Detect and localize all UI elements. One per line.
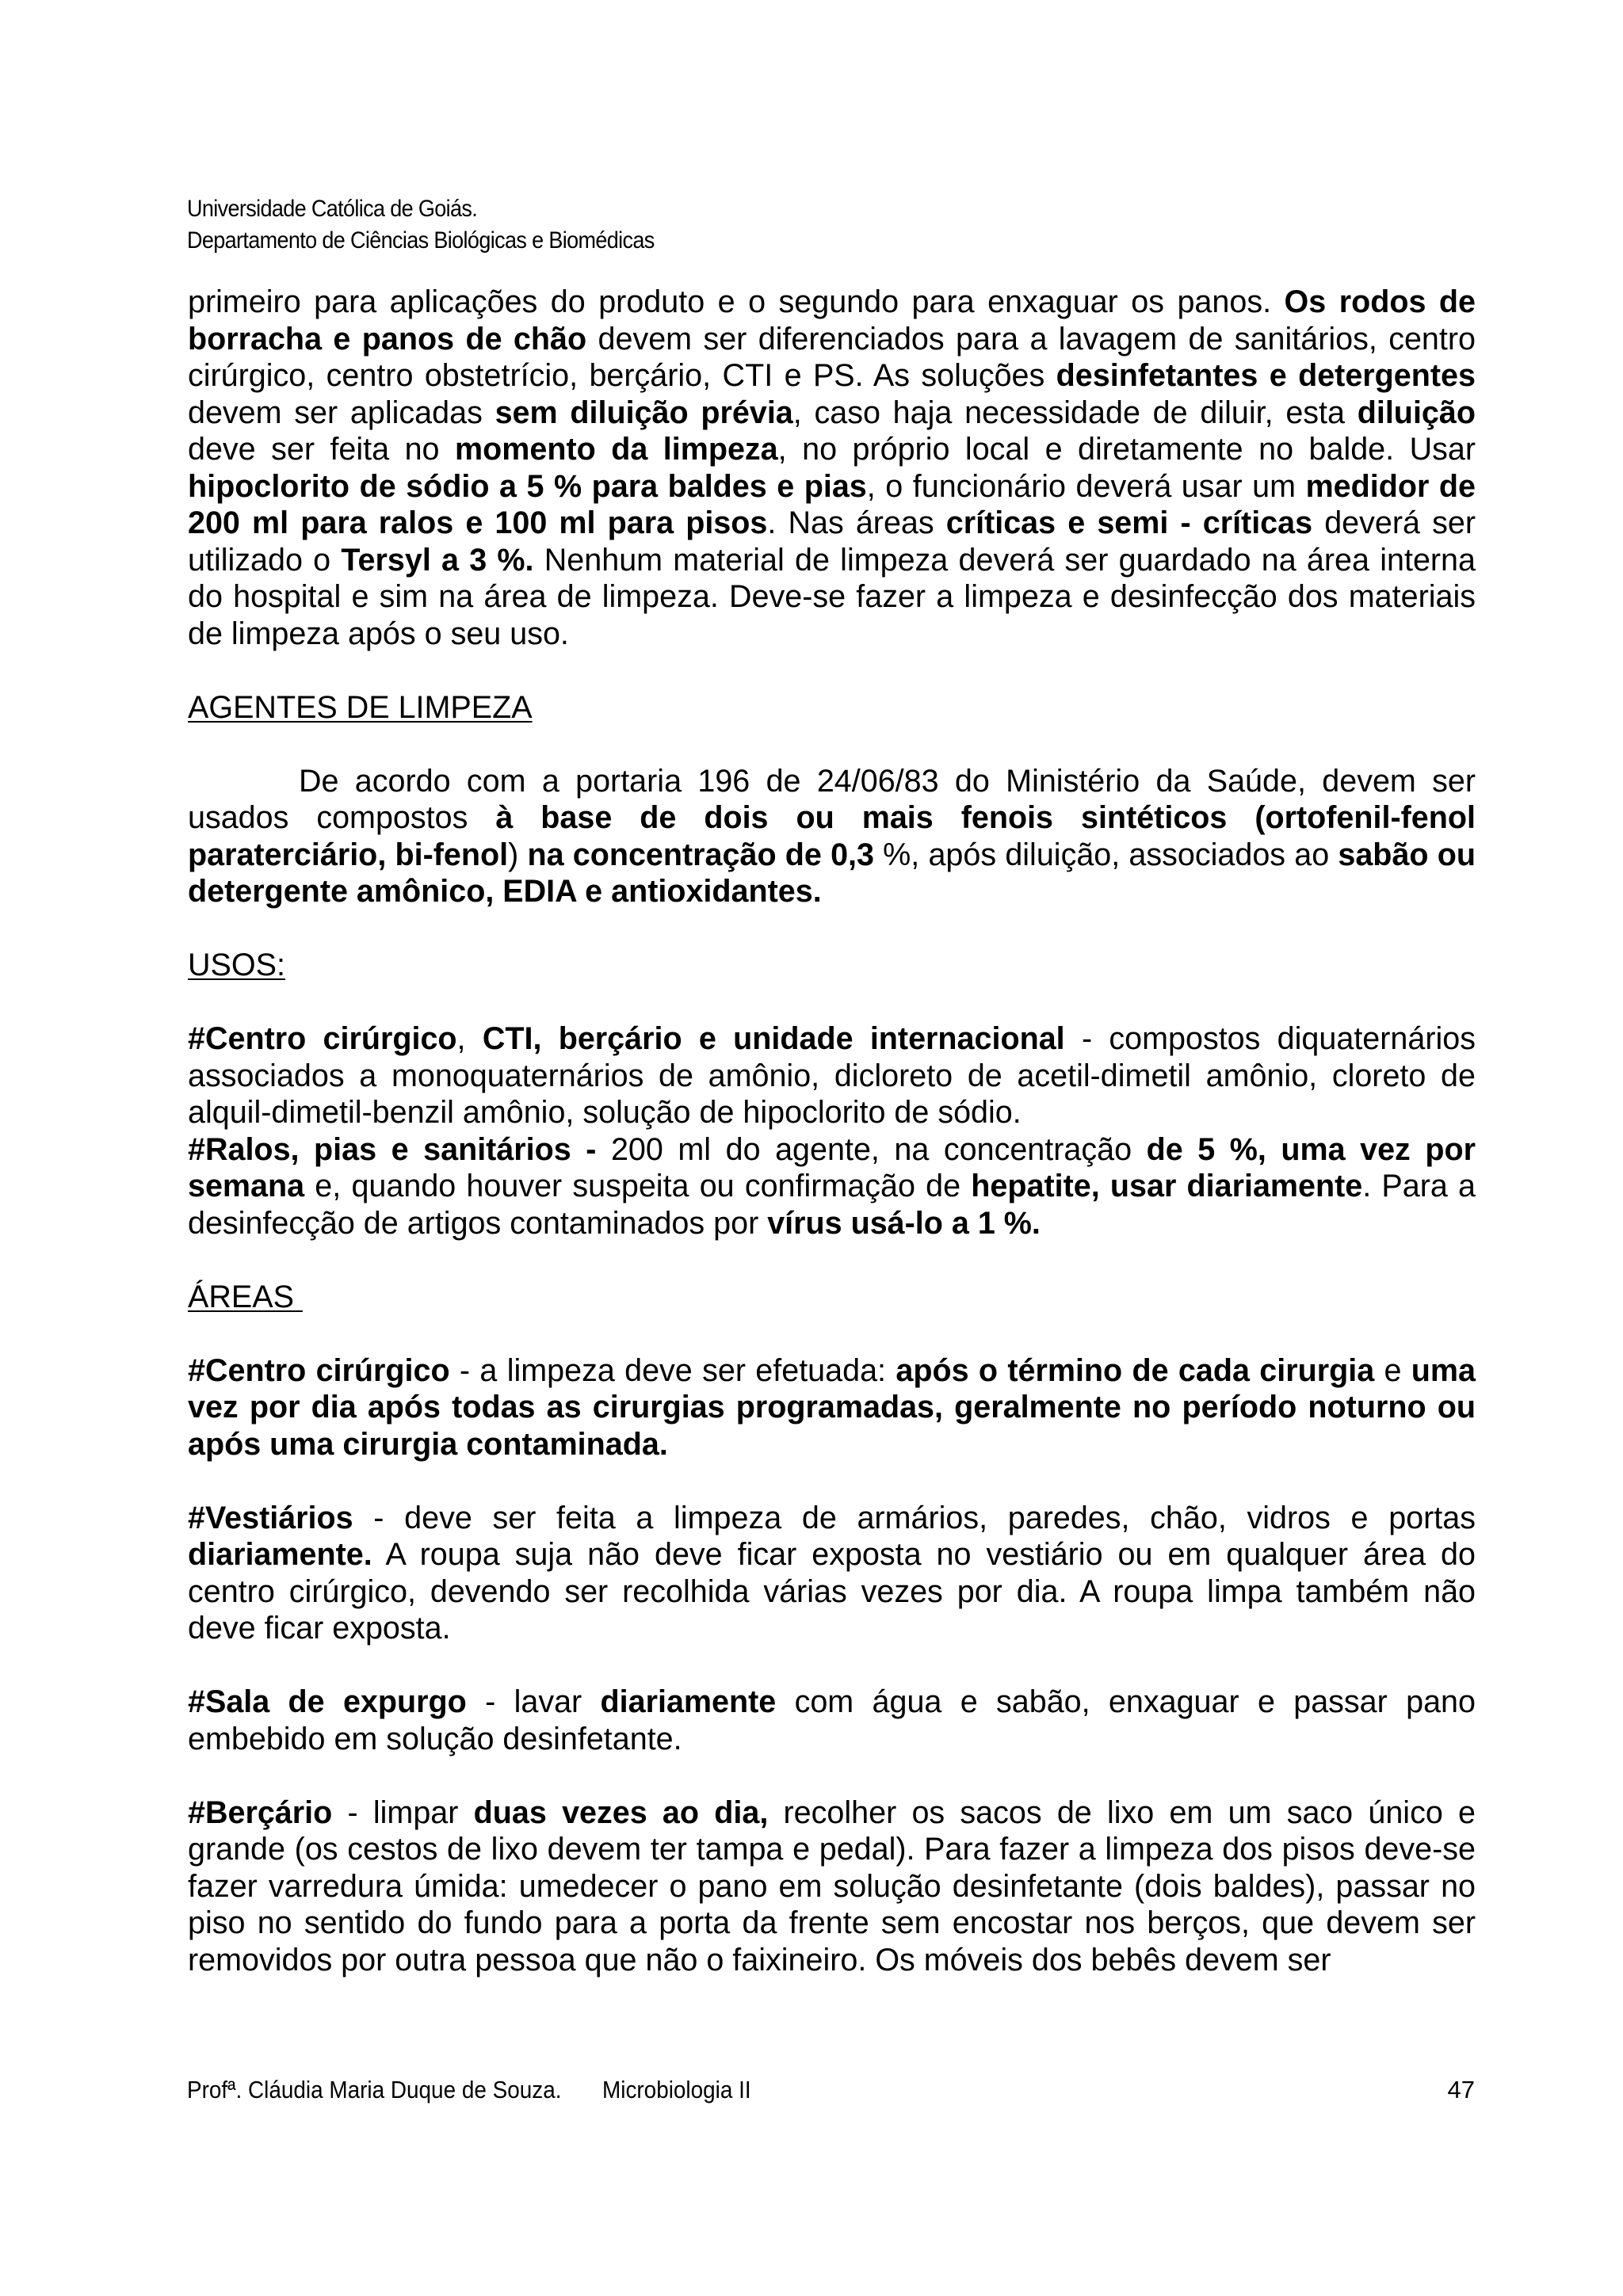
paragraph-area-vestiarios	[188, 1500, 1476, 1647]
section-heading-areas	[188, 1279, 1476, 1316]
bold-run: uma vez por dia após todas as cirurgias programadas, geralmente no período noturno ou após uma cirurgia contaminada.	[188, 1352, 1476, 1462]
bold-run: sabão ou detergente amônico, EDIA e antioxidantes.	[188, 837, 1476, 909]
bold-run: diluição	[1357, 395, 1476, 430]
paragraph-area-expurgo	[188, 1684, 1476, 1757]
bold-run: diariamente.	[188, 1537, 372, 1572]
text-run: com água e sabão, enxaguar e passar pano embebido em solução desinfetante.	[188, 1684, 1476, 1756]
text-run: De acordo com a portaria 196 de 24/06/83 do Ministério da Saúde, devem ser usados compostos	[188, 763, 1476, 835]
bold-run: CTI, berçário e unidade internacional	[482, 1021, 1065, 1056]
footer-author: Profª. Cláudia Maria Duque de Souza.	[187, 2076, 562, 2103]
text-run: recolher os sacos de lixo em um saco único e grande (os cestos de lixo devem ter tampa e pedal). Para fazer a limpeza dos pisos deve-se fazer varredura úmida: umedecer o pano em solução desinfetante (dois baldes), passar no piso no sentido do fundo para a porta da frente sem encostar nos berços, que devem ser removidos por outra pessoa que não o faixineiro. Os móveis dos bebês devem ser	[188, 1794, 1476, 1978]
heading-text: AGENTES DE LIMPEZA	[188, 689, 533, 725]
paragraph-agentes	[188, 763, 1476, 910]
heading-text: ÁREAS	[188, 1279, 303, 1314]
section-heading-agentes	[188, 689, 1476, 727]
text-run: , o funcionário deverá usar um	[866, 468, 1306, 504]
text-run: %, após diluição, associados ao	[873, 837, 1338, 872]
bold-run: medidor de 200 ml para ralos e 100 ml para pisos	[188, 468, 1476, 540]
bold-run: momento da limpeza	[454, 432, 778, 467]
bold-run: hipoclorito de sódio a 5 % para baldes e pias	[188, 468, 867, 504]
bold-run: hepatite, usar diariamente	[971, 1169, 1363, 1203]
paragraph-area-bercario	[188, 1794, 1476, 1979]
bold-run: Tersyl a 3 %.	[341, 542, 534, 578]
bold-run: desinfetantes e detergentes	[1056, 358, 1476, 393]
page-number: 47	[1447, 2076, 1475, 2103]
text-run: . Nas áreas	[767, 505, 946, 540]
text-run: . Para a desinfecção de artigos contaminados por	[188, 1169, 1476, 1241]
bold-run: diariamente	[600, 1684, 777, 1719]
bold-run: #Vestiários	[188, 1500, 353, 1535]
header-university: Universidade Católica de Goiás.	[187, 196, 478, 222]
paragraph-usos-ralos	[188, 1131, 1476, 1242]
text-run: e	[1374, 1352, 1411, 1388]
text-run: deverá ser utilizado o	[188, 505, 1476, 578]
text-run: - compostos diquaternários associados a monoquaternários de amônio, dicloreto de acetil-dimetil amônio, cloreto de alquil-dimetil-benzil amônio, solução de hipoclorito de sódio.	[188, 1021, 1476, 1130]
document-body	[188, 284, 1476, 1978]
text-run: Nenhum material de limpeza deverá ser guardado na área interna do hospital e sim na área de limpeza. Deve-se fazer a limpeza e desinfecção dos materiais de limpeza após o seu uso.	[188, 542, 1476, 651]
text-run: - limpar	[332, 1794, 474, 1830]
bold-run: #Sala de expurgo	[188, 1684, 467, 1719]
text-run: , no próprio local e diretamente no balde. Usar	[777, 432, 1476, 467]
page-header	[187, 193, 1455, 257]
text-run: primeiro para aplicações do produto e o segundo para enxaguar os panos.	[188, 284, 1285, 319]
paragraph-area-centro-cirurgico	[188, 1352, 1476, 1463]
bold-run: sem diluição prévia	[495, 395, 793, 430]
text-run: devem ser diferenciados para a lavagem de sanitários, centro cirúrgico, centro obstetrício, berçário, CTI e PS. As soluções	[188, 321, 1476, 393]
text-run: ,	[456, 1021, 483, 1056]
bold-run: #Centro cirúrgico	[188, 1021, 457, 1056]
text-run: 200 ml do agente, na concentração	[596, 1131, 1147, 1167]
bold-run: vírus usá-lo a 1 %.	[767, 1205, 1041, 1241]
bold-run: #Centro cirúrgico	[188, 1352, 450, 1388]
paragraph-usos-centro	[188, 1020, 1476, 1131]
bold-run: #Ralos, pias e sanitários -	[188, 1131, 597, 1167]
footer-course: Microbiologia II	[602, 2076, 751, 2103]
text-run: - lavar	[466, 1684, 601, 1719]
bold-run: críticas e semi - críticas	[945, 505, 1313, 540]
text-run: deve ser feita no	[188, 432, 455, 467]
header-department: Departamento de Ciências Biológicas e Biomédicas	[187, 227, 655, 254]
text-run: , caso haja necessidade de diluir, esta	[792, 395, 1358, 430]
text-run: devem ser aplicadas	[188, 395, 495, 430]
bold-run: Os rodos de borracha e panos de chão	[188, 284, 1476, 357]
bold-run: de 5 %, uma vez por semana	[188, 1131, 1476, 1203]
page-footer	[187, 2074, 1475, 2106]
text-run: - a limpeza deve ser efetuada:	[449, 1352, 896, 1388]
text-run: e, quando houver suspeita ou confirmação de	[304, 1169, 972, 1203]
heading-text: USOS:	[188, 948, 285, 982]
bold-run: duas vezes ao dia,	[473, 1794, 769, 1830]
section-heading-usos	[188, 947, 1476, 984]
bold-run: à base de dois ou mais fenois sintéticos (ortofenil-fenol paraterciário, bi-fenol	[188, 800, 1476, 872]
paragraph-cleaning-materials	[188, 284, 1476, 652]
text-run: A roupa suja não deve ficar exposta no vestiário ou em qualquer área do centro cirúrgico, devendo ser recolhida várias vezes por dia. A roupa limpa também não deve ficar exposta.	[188, 1537, 1476, 1646]
bold-run: após o término de cada cirurgia	[896, 1352, 1375, 1388]
bold-run: na concentração de 0,3	[527, 837, 874, 872]
text-run: )	[508, 837, 528, 872]
text-run: - deve ser feita a limpeza de armários, paredes, chão, vidros e portas	[353, 1500, 1476, 1535]
bold-run: #Berçário	[188, 1794, 333, 1830]
